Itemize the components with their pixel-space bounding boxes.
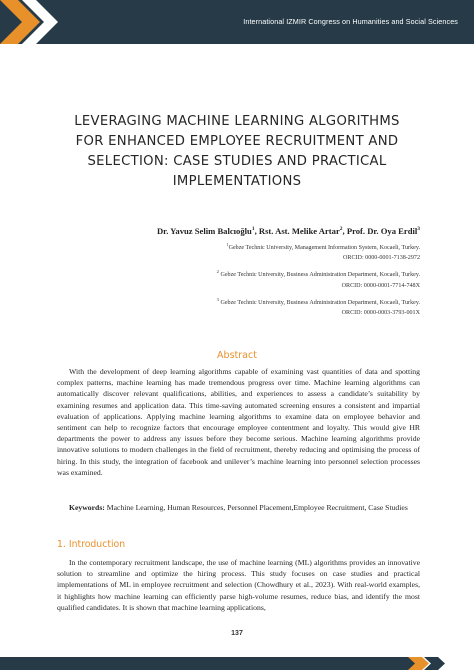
- author-name: Prof. Dr. Oya Erdil: [346, 226, 418, 236]
- page-number: 137: [231, 630, 243, 637]
- abstract-text: With the development of deep learning algorithms capable of examining vast quantities of data and spotting complex patterns, machine learning has made tremendous progress over time. Machine learning algorithms can automatically discover relevant qualifications, abilities, and experiences to assess a candidate’s suitability by examining resumes and application data. This time-saving automated screening ensures a consistent and impartial evaluation of applications. Applying machine learning algorithms to examine data on employee behavior and sentiment can help to recognize factors that encourage employee contentment and loyalty. This would give HR departments the power to address any issues before they become serious. Machine learning algorithms provide innovative solutions to modern challenges in the field of recruitment, thereby reducing and optimising the process of hiring. In this study, the integration of facebook and unilever’s machine learning into personnel selection processes was examined.: [57, 367, 420, 477]
- title-line: IMPLEMENTATIONS: [172, 174, 302, 189]
- author-sup: 2: [339, 226, 343, 233]
- affiliation-sup: 2: [216, 269, 219, 274]
- affiliation-text: Gebze Technic University, Business Administration Department, Kocaeli, Turkey.: [220, 300, 420, 307]
- author-sep: ,: [254, 226, 259, 236]
- author-name: Dr. Yavuz Selim Balcıoğlu: [156, 226, 252, 236]
- orcid: ORCID: 0000-0003-3793-001X: [341, 310, 420, 316]
- keywords-text: Machine Learning, Human Resources, Personnel Placement,Employee Recruitment, Case Studies: [104, 503, 408, 512]
- author-sup: 3: [417, 226, 420, 233]
- title-line: LEVERAGING MACHINE LEARNING ALGORITHMS: [74, 114, 400, 129]
- title-line: SELECTION: CASE STUDIES AND PRACTICAL: [87, 154, 387, 169]
- abstract-heading: Abstract: [217, 350, 257, 361]
- title-line: FOR ENHANCED EMPLOYEE RECRUITMENT AND: [75, 134, 399, 149]
- keywords-label: Keywords:: [69, 503, 105, 512]
- affiliation: [40, 269, 420, 278]
- footer-decoration: [0, 657, 474, 670]
- author-sup: 1: [251, 226, 255, 233]
- header-chevron-decoration: [0, 0, 80, 44]
- author-list: [40, 226, 420, 236]
- footer-bar-dark: [0, 657, 420, 670]
- affiliation-sup: 1: [226, 242, 229, 247]
- affiliation-text: Gebze Technic University, Management Information System, Kocaeli, Turkey.: [228, 245, 420, 252]
- author-sep: ,: [342, 226, 347, 236]
- conference-title: International IZMIR Congress on Humanities and Social Sciences: [243, 17, 458, 26]
- affiliation: [40, 297, 420, 306]
- author-name: Rst. Ast. Melike Artar: [258, 226, 340, 236]
- introduction-text: In the contemporary recruitment landscape, the use of machine learning (ML) algorithms provides an innovative solution to streamline and optimize the hiring process. This study focuses on case studies and practical implementations of ML in employee recruitment and selection (Chowdhury et al., 2023). With real-world examples, it highlights how machine learning can efficiently parse high-volume resumes, reduce bias, and identify the most qualified candidates. It is shown that machine learning applications,: [57, 558, 420, 612]
- affiliation-sup: 3: [216, 297, 219, 302]
- paper-title: [60, 112, 414, 192]
- orcid: ORCID: 0000-0001-7714-748X: [341, 283, 420, 289]
- affiliation-text: Gebze Technic University, Business Administration Department, Kocaeli, Turkey.: [220, 272, 420, 279]
- introduction-heading: 1. Introduction: [57, 539, 126, 550]
- affiliation: [40, 242, 420, 251]
- orcid: ORCID: 0000-0001-7138-2972: [342, 255, 420, 261]
- keywords: [57, 502, 420, 513]
